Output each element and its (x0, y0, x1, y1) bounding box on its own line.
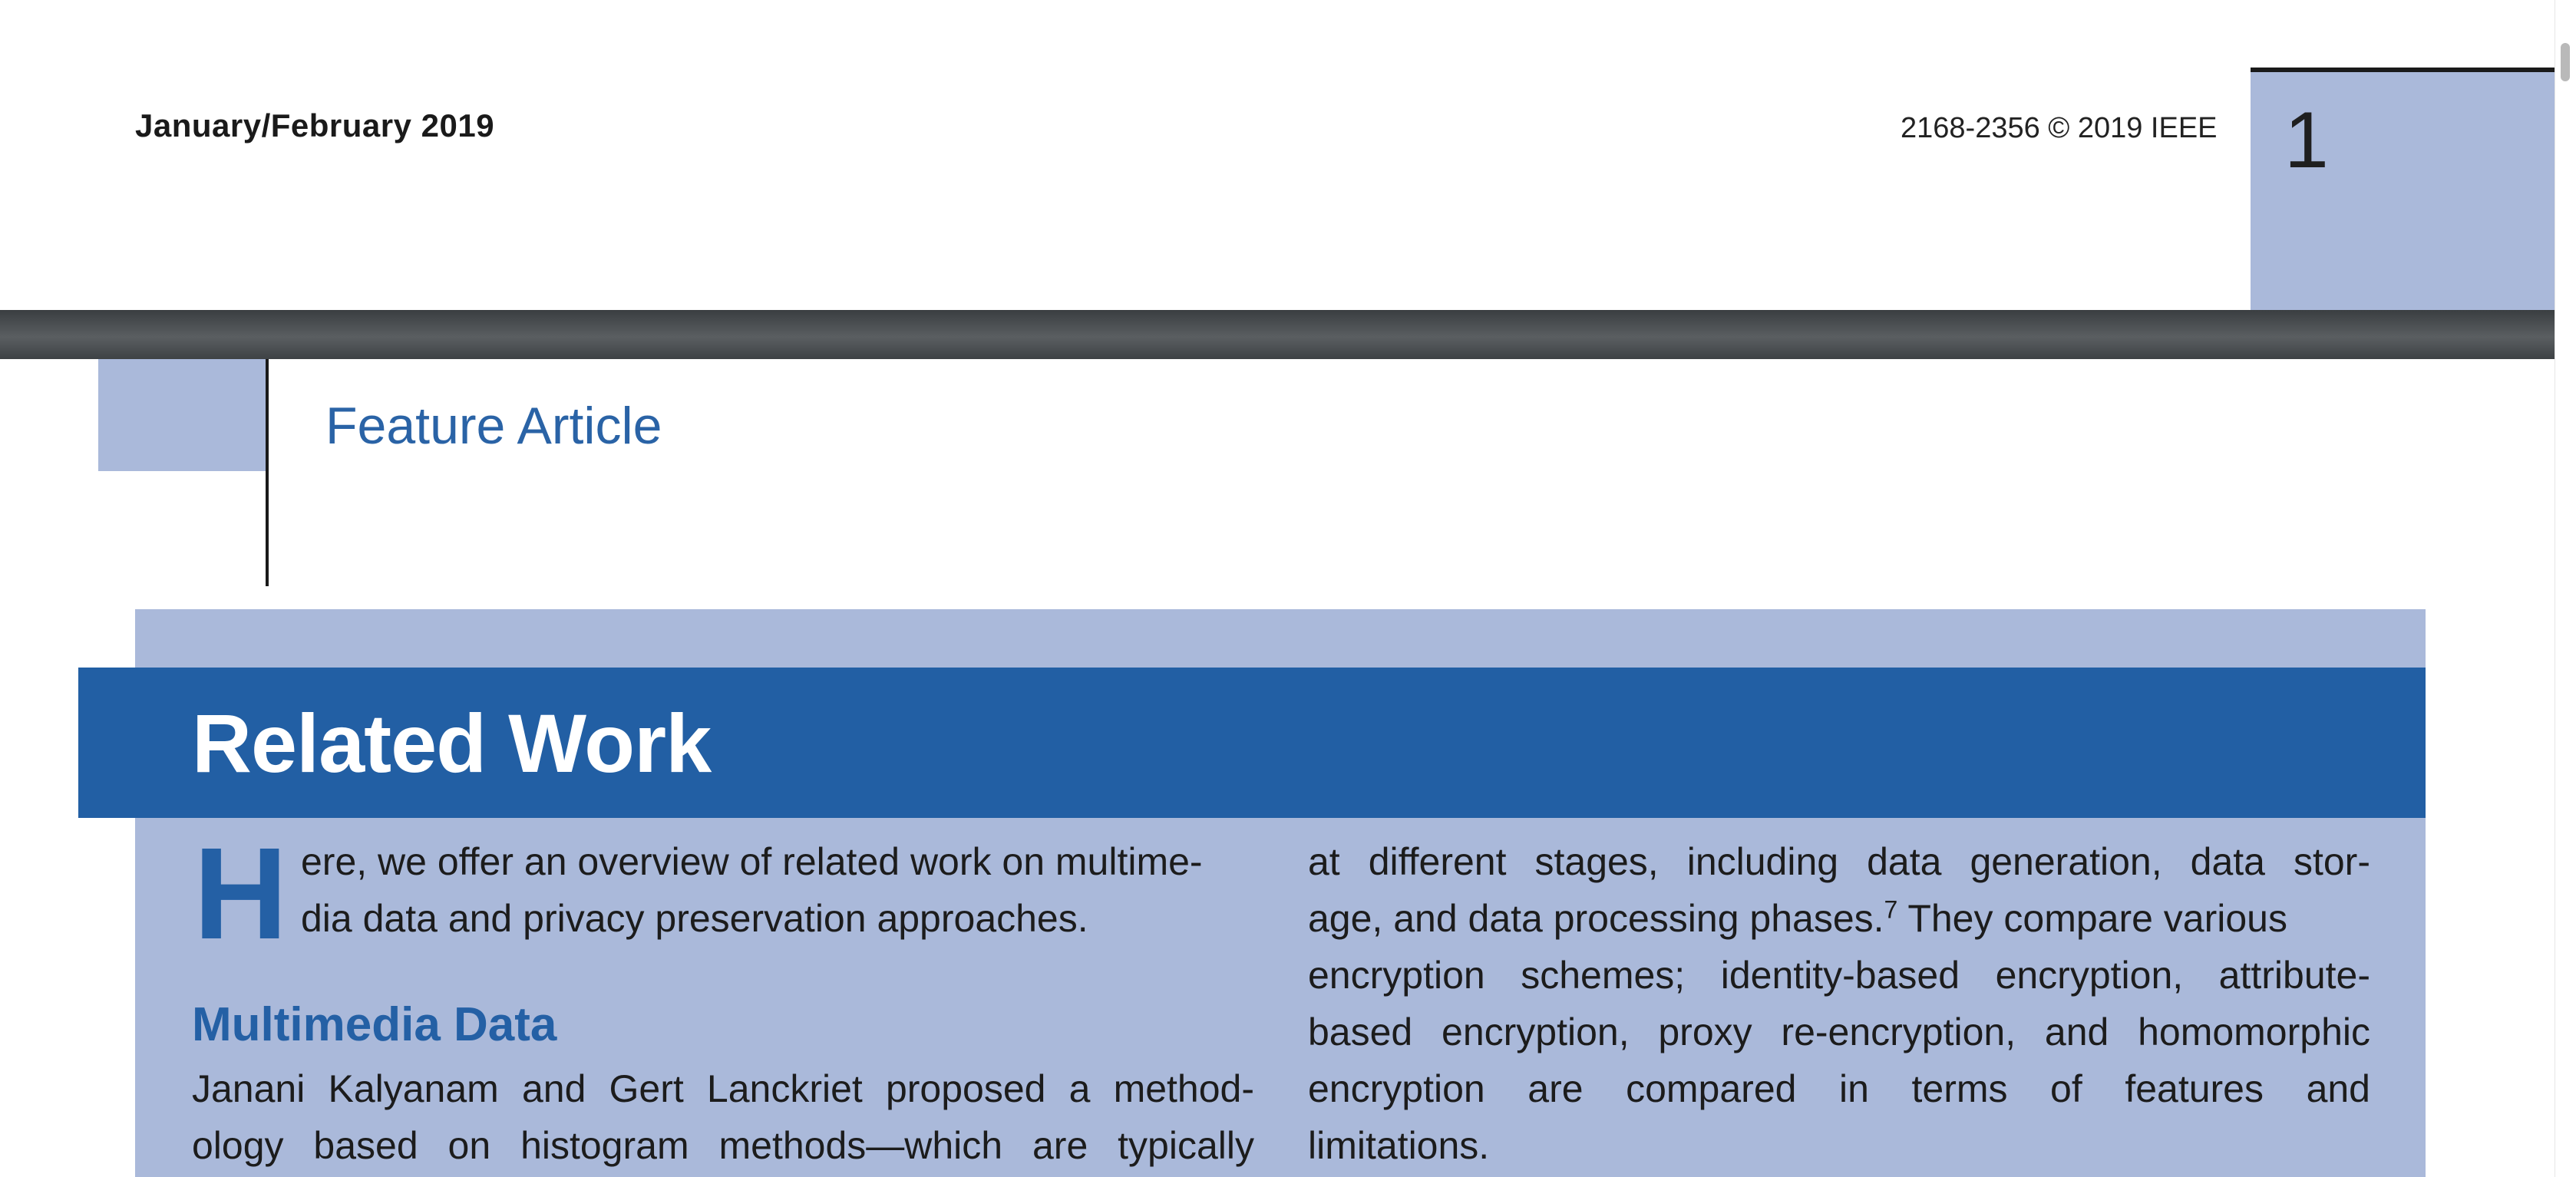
section-label-block (98, 359, 267, 471)
article-title: Related Work (192, 697, 712, 790)
issue-date: January/February 2019 (135, 107, 495, 143)
section-label: Feature Article (325, 397, 662, 455)
left-column-line-1: Janani Kalyanam and Gert Lanckriet proposed a method- (192, 1067, 1254, 1110)
vertical-scrollbar[interactable] (2555, 0, 2576, 1177)
issn-copyright: 2168-2356 © 2019 IEEE (1901, 112, 2218, 144)
right-column-line-6: limitations. (1308, 1124, 1490, 1167)
left-column-line-2: ology based on histogram methods—which are typically (192, 1124, 1254, 1167)
header-divider-band (0, 310, 2555, 359)
right-line-2-part-b: They compare various (1897, 897, 2287, 940)
drop-cap: H (193, 821, 288, 967)
right-column-line-2 (1308, 890, 2370, 947)
right-column-line-5: encryption are compared in terms of features and (1308, 1067, 2370, 1110)
right-column-line-1: at different stages, including data generation, data stor- (1308, 840, 2370, 883)
page-number: 1 (2284, 96, 2329, 185)
citation-ref-7[interactable]: 7 (1884, 895, 1898, 924)
scrollbar-thumb[interactable] (2561, 43, 2570, 81)
section-label-rule (266, 359, 269, 586)
intro-line-1: ere, we offer an overview of related work on multime- (301, 840, 1203, 883)
right-column-line-4: based encryption, proxy re-encryption, and homomorphic (1308, 1011, 2370, 1053)
intro-line-2: dia data and privacy preservation approaches. (301, 897, 1088, 940)
right-column-line-3: encryption schemes; identity-based encryption, attribute- (1308, 954, 2370, 997)
subhead-multimedia-data: Multimedia Data (192, 998, 557, 1051)
right-line-2-part-a: age, and data processing phases. (1308, 897, 1884, 940)
